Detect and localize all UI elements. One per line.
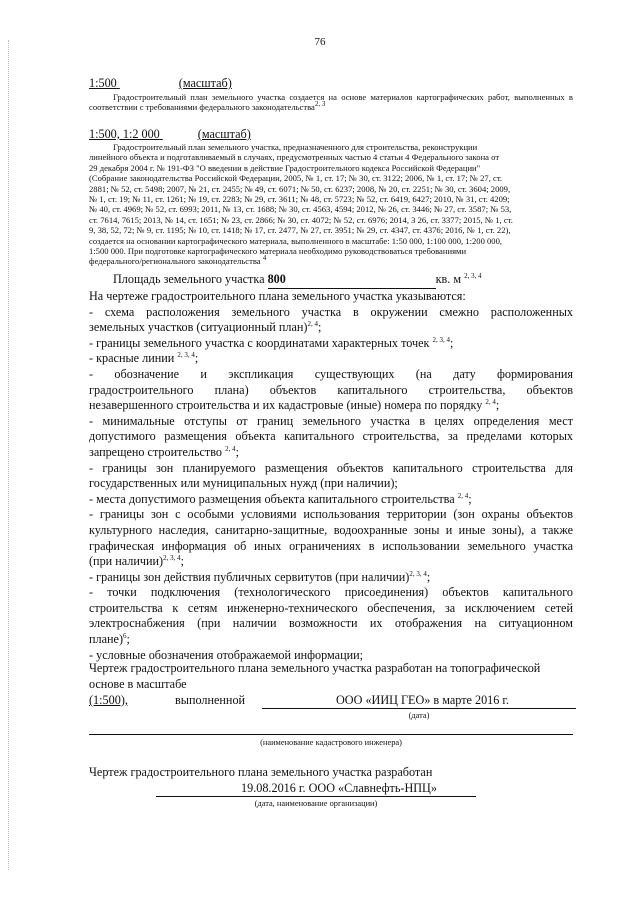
land-area-unit: кв. м	[435, 272, 462, 286]
scale-2-line: ст. 7614, 7615; 2013, № 14, ст. 1651; № 23, ст. 2866; № 30, ст. 4072; № 52, ст. 6976; 2014, 3 26, ст. 3377; 2015, № 1, ст.	[89, 214, 513, 225]
drawing-item-5b: допустимого размещения объекта капитального строительства, за пределами которых	[89, 429, 573, 444]
scale-2-label: (масштаб)	[197, 127, 251, 141]
land-area-value: 800	[267, 272, 286, 286]
drawing-item-10a: - точки подключения (технологического присоединения) объектов капитального	[89, 585, 573, 600]
drawing-item-8-refs: 2, 3, 4	[163, 554, 181, 563]
drawing-item-3: - красные линии $^{2, 3, 4}$;	[89, 351, 199, 366]
drawing-item-1-refs: 2, 4	[307, 320, 318, 329]
drawing-item-1b: земельных участков (ситуационный план)$^{2, 4}$;	[89, 320, 322, 335]
drawing-item-8b: культурного наследия, санитарно-защитные, водоохранные зоны и иные зоны), а также	[89, 522, 573, 537]
scale-1-value: 1:500	[89, 76, 117, 90]
drawing-item-3-refs: 2, 3, 4	[177, 351, 195, 360]
topo-organization: ООО «ИИЦ ГЕО» в марте 2016 г.	[336, 693, 510, 707]
developer-rule	[156, 796, 476, 797]
developer-caption: (дата, наименование организации)	[254, 799, 378, 808]
scale-2-line: 9, 38, 52, 72; № 9, ст. 1195; № 10, ст. 1418; № 17, ст. 2477, № 27, ст. 3951; № 29, ст. 4347, ст. 4376; 2016, № 1, ст. 22),	[89, 225, 511, 236]
engineer-line	[89, 734, 573, 735]
drawing-item-10d: плане)$^6$;	[89, 632, 130, 647]
drawing-item-9: - границы зон действия публичных сервитутов (при наличии)$^{2, 3, 4}$;	[89, 569, 431, 584]
scale-2-line: (Собрание законодательства Российской Федерации, 2005, № 1, ст. 17; № 30, ст. 3122; 2006, № 1, ст. 17; № 27, ст.	[89, 173, 503, 184]
scale-2-line-text: федерального/регионального законодательства	[89, 256, 261, 267]
drawing-item-7-refs: 2, 4	[457, 491, 469, 500]
scale-2-line: линейного объекта и подготавливаемый в случаях, предусмотренных частью 4 статьи 4 Федерального закона от	[89, 152, 500, 163]
drawing-item-9-text: - границы зон действия публичных сервитутов (при наличии)	[89, 569, 410, 584]
drawing-item-5c: запрещено строительство $^{2, 4}$;	[89, 444, 239, 459]
drawing-item-2-text: - границы земельного участка с координатами характерных точек	[89, 335, 430, 350]
land-area-refs: 2, 3, 4	[464, 271, 482, 280]
drawing-item-3-text: - красные линии	[89, 351, 175, 366]
drawing-item-1a: - схема расположения земельного участка в окружении смежно расположенных	[89, 304, 573, 319]
drawing-item-8d: (при наличии)$^{2, 3, 4}$;	[89, 554, 185, 569]
developer-line-1: Чертеж градостроительного плана земельного участка разработан	[89, 765, 433, 779]
scan-margin-mark	[8, 40, 9, 870]
drawing-item-4c-text: незавершенного строительства и их кадастровые (иные) номера по порядку	[89, 398, 483, 413]
drawing-item-5c-text: запрещено строительство	[89, 444, 223, 459]
land-area	[113, 272, 482, 289]
drawing-item-4c: незавершенного строительства и их кадастровые (иные) номера по порядку $^{2, 4}$;	[89, 398, 500, 413]
scale-2-line: № 1, ст. 19; № 11, ст. 1261; № 19, ст. 2283; № 29, ст. 3611; № 48, ст. 5723; № 52, ст. 6419, 6427; 2010, № 31, ст. 4209;	[89, 194, 510, 205]
drawing-item-11: - условные обозначения отображаемой информации;	[89, 647, 364, 662]
drawing-item-1b-text: земельных участков (ситуационный план)	[89, 320, 308, 335]
scale-1-text	[89, 92, 573, 113]
topo-scale	[89, 693, 128, 708]
drawing-item-6b: государственных или муниципальных нужд (при наличии);	[89, 476, 398, 491]
scale-1-underline	[117, 76, 179, 91]
drawing-intro: На чертеже градостроительного плана земельного участка указываются:	[89, 289, 466, 303]
topo-date-caption: (дата)	[408, 711, 430, 720]
topo-line-1: Чертеж градостроительного плана земельного участка разработан на топографической	[89, 661, 541, 675]
drawing-item-5-refs: 2, 4	[225, 444, 236, 453]
developer-line-2: 19.08.2016 г. ООО «Славнефть-НПЦ»	[241, 781, 437, 795]
drawing-item-10d-text: плане)	[89, 632, 124, 647]
scale-2-line-last	[89, 256, 573, 266]
topo-line-2: основе в масштабе	[89, 676, 187, 691]
drawing-item-10-refs: 6	[123, 632, 127, 640]
drawing-item-8c: графическая информация об иных ограничениях в использовании земельного участка	[89, 538, 573, 553]
scale-2-line: 2881; № 52, ст. 5498; 2007, № 21, ст. 2455; № 49, ст. 6071; № 50, ст. 6237; 2008, № 20, ст. 2251; № 30, ст. 3604; 2009,	[89, 183, 511, 194]
land-area-label: Площадь земельного участка	[113, 272, 265, 286]
drawing-contents	[89, 289, 573, 663]
scale-2-ref: 4	[262, 254, 267, 263]
scale-2-underline	[160, 127, 198, 142]
topo-performed: выполненной	[175, 693, 246, 707]
page-number: 76	[314, 36, 326, 48]
scale-2-text	[89, 142, 573, 267]
drawing-item-4a: - обозначение и экспликация существующих (на дату формирования	[89, 366, 573, 381]
land-area-value-field	[268, 272, 436, 289]
scale-2-line: 29 декабря 2004 г. № 191-ФЗ "О введении в действие Градостроительного кодекса Российской Федерации"	[89, 162, 481, 173]
drawing-item-4-refs: 2, 4	[485, 398, 496, 407]
drawing-item-10b: строительства к сетям инженерно-технического обеспечения, за исключением сетей	[89, 600, 573, 615]
topo-statement	[89, 661, 573, 692]
drawing-item-9-refs: 2, 3, 4	[409, 569, 427, 578]
drawing-item-7-text: - места допустимого размещения объекта капитального строительства	[89, 491, 455, 506]
drawing-item-2: - границы земельного участка с координатами характерных точек $^{2, 3, 4}$;	[89, 335, 454, 350]
engineer-caption: (наименование кадастрового инженера)	[260, 738, 402, 747]
drawing-item-2-refs: 2, 3, 4	[432, 335, 451, 344]
drawing-item-4b: градостроительного плана) объектов капитального строительства, объектов	[89, 382, 573, 397]
scale-2-value: 1:500, 1:2 000	[89, 127, 160, 141]
scale-1-label: (масштаб)	[178, 76, 232, 90]
scale-1-refs: 2, 3	[314, 100, 326, 109]
topo-org-line	[262, 708, 576, 709]
drawing-item-10c: электроснабжения (при наличии возможности их отображения на ситуационном	[89, 616, 573, 631]
scale-1-text-body: Градостроительный план земельного участка создается на основе материалов картографических работ, выполненных в соответствии с требованиями федерального законодательства	[89, 92, 573, 113]
drawing-item-7: - места допустимого размещения объекта капитального строительства $^{2, 4}$;	[89, 491, 472, 506]
scale-2-line: Градостроительный план земельного участка, предназначенного для строительства, реконструкции	[113, 142, 478, 152]
drawing-item-8d-text: (при наличии)	[89, 554, 164, 569]
scale-2-line: создается на основании картографического материала, выполненного в масштабе: 1:50 000, 1:100 000, 1:200 000,	[89, 235, 503, 246]
scale-2-line: № 40, ст. 4969; № 52, ст. 6993; 2011, № 13, ст. 1688; № 30, ст. 4563, 4594; 2012, № 26, ст. 3446; № 27, ст. 3587; № 53,	[89, 204, 512, 215]
scale-2-heading	[89, 127, 251, 142]
scale-2-line: 1:500 000. При подготовке картографического материала необходимо руководствоваться требованиями	[89, 246, 467, 257]
drawing-item-8a: - границы зон с особыми условиями использования территории (зон охраны объектов	[89, 507, 573, 522]
scale-1-heading	[89, 76, 232, 91]
drawing-item-5a: - минимальные отступы от границ земельного участка в целях определения мест	[89, 413, 573, 428]
topo-scale-value: (1:500),	[89, 693, 128, 707]
drawing-item-6a: - границы зон планируемого размещения объектов капитального строительства для	[89, 460, 573, 475]
